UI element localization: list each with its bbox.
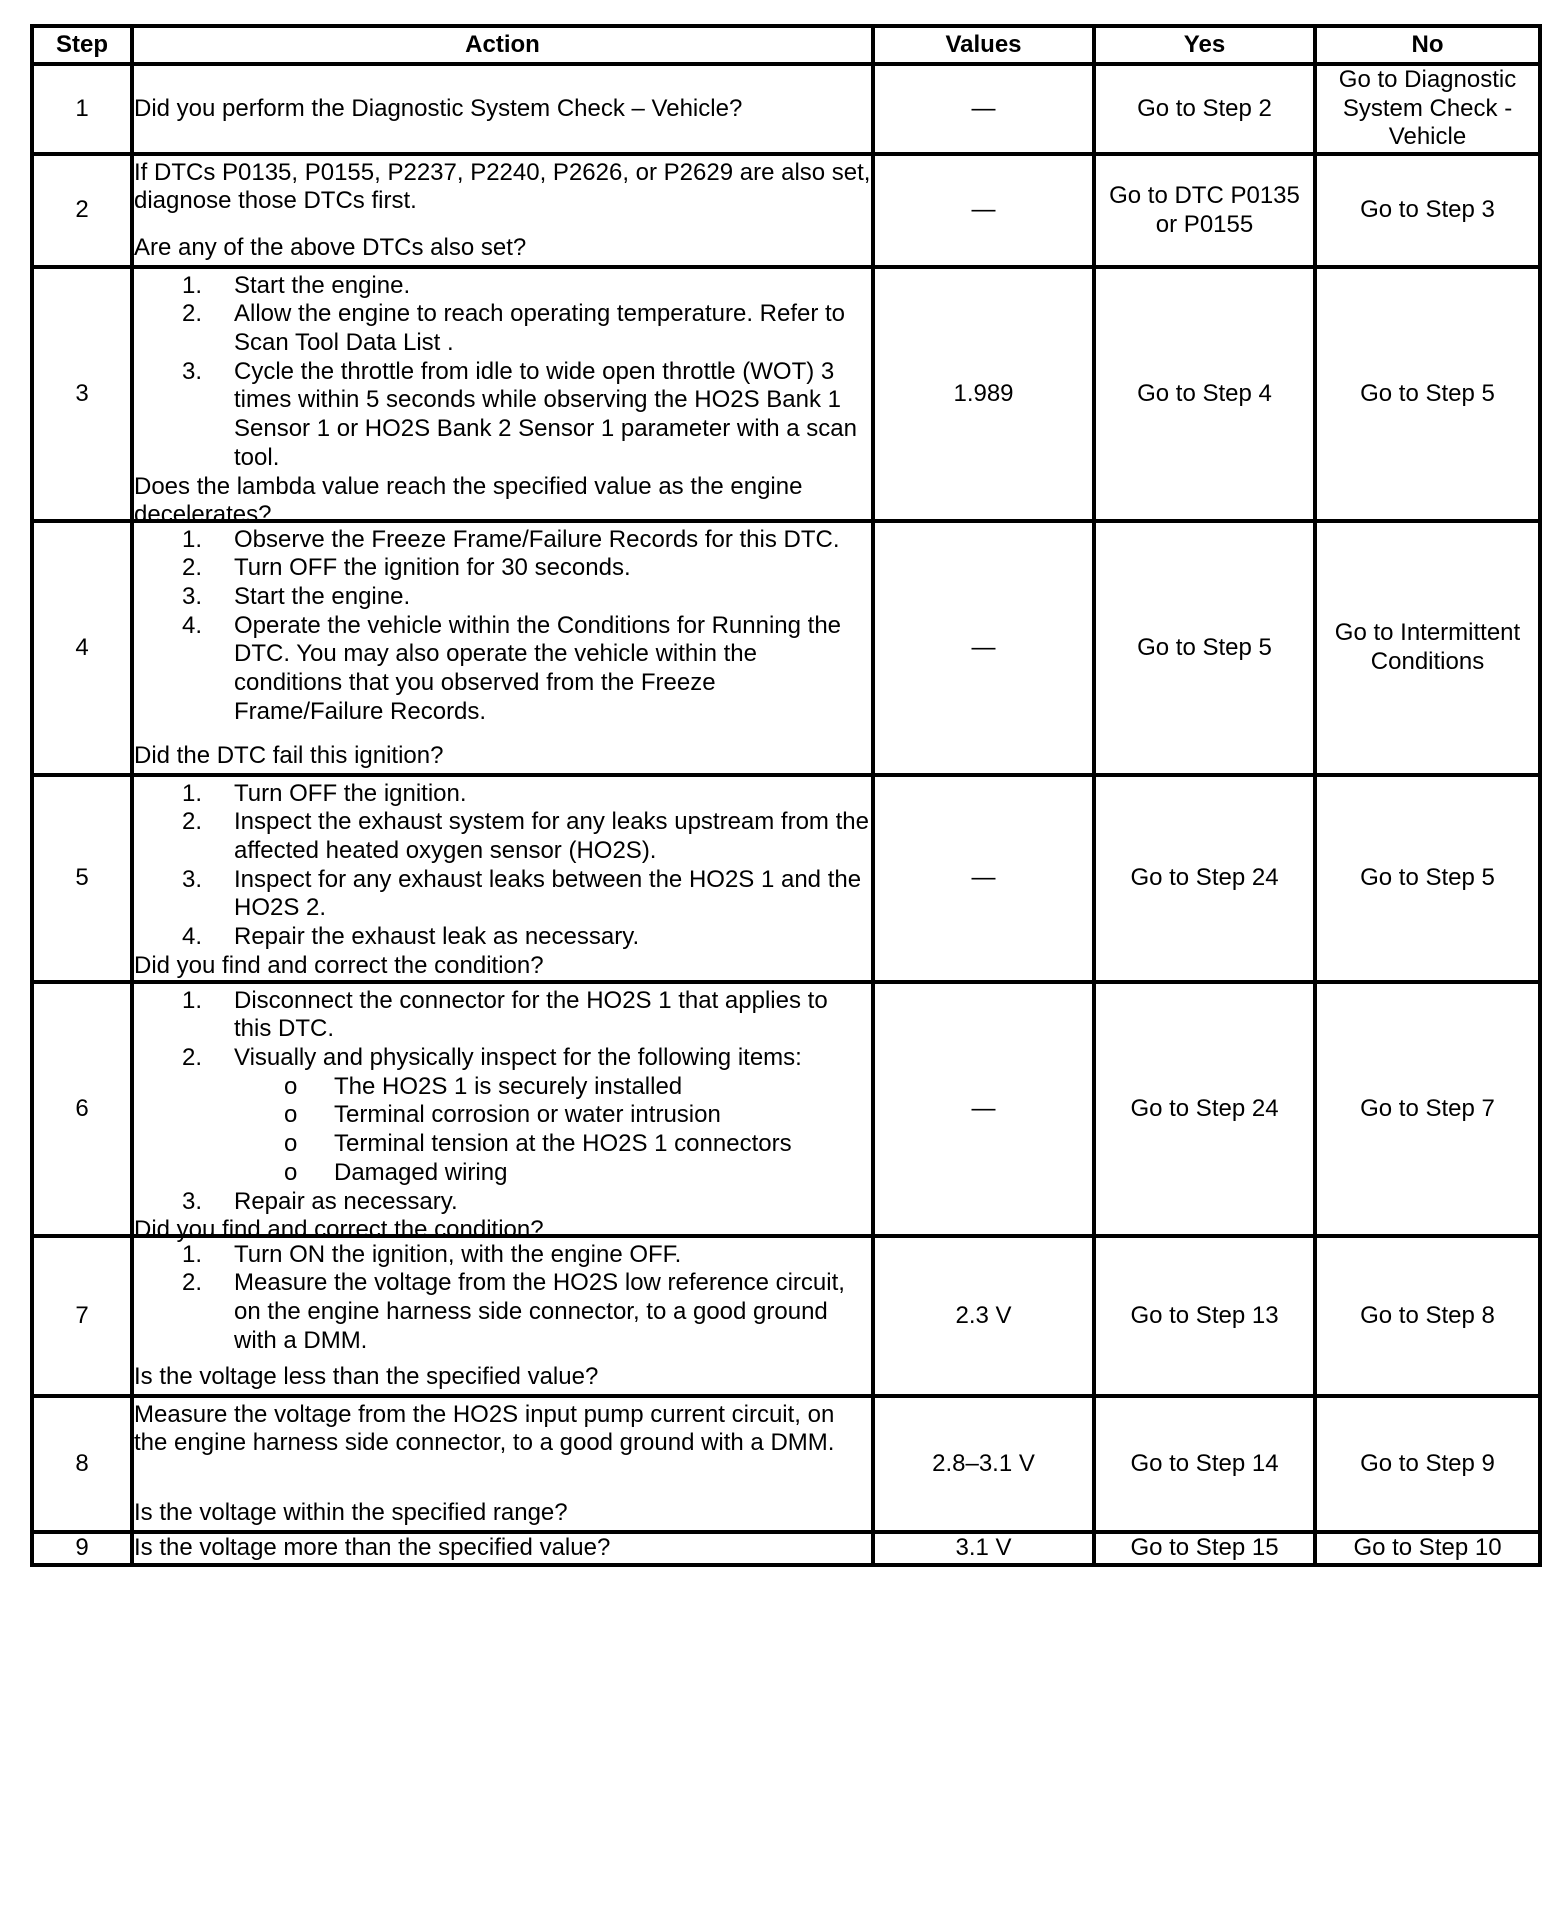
- yes-action: Go to Step 4: [1094, 267, 1315, 521]
- inspection-item-text: Damaged wiring: [334, 1158, 508, 1186]
- procedure-step: [134, 300, 871, 357]
- action-content: [134, 159, 871, 263]
- procedure-step: [134, 808, 871, 865]
- header-action: Action: [132, 26, 873, 64]
- procedure-step-number: 4.: [182, 611, 203, 639]
- step-number: 4: [32, 521, 132, 775]
- procedure-step-number: 3.: [182, 357, 203, 385]
- procedure-step: [134, 866, 871, 923]
- spec-value: —: [873, 154, 1094, 267]
- action-cell: [132, 1532, 873, 1565]
- procedure-step: [134, 272, 871, 301]
- procedure-step-number: 2.: [182, 808, 203, 836]
- inspection-item-text: Terminal corrosion or water intrusion: [334, 1101, 721, 1129]
- action-top: [134, 159, 871, 216]
- action-cell: [132, 982, 873, 1244]
- header-values: Values: [873, 26, 1094, 64]
- action-question: Did you find and correct the condition?: [134, 1216, 544, 1244]
- step-number: 9: [32, 1532, 132, 1565]
- bullet-icon: o: [284, 1072, 298, 1100]
- procedure-step-text: Measure the voltage from the HO2S low reference circuit, on the engine harness side connector, to a good ground with a DMM.: [234, 1269, 845, 1354]
- inspection-item-text: Terminal tension at the HO2S 1 connectors: [334, 1130, 792, 1158]
- procedure-step-number: 1.: [182, 779, 203, 807]
- header-no: No: [1315, 26, 1540, 64]
- procedure-step-number: 2.: [182, 1269, 203, 1297]
- procedure-step-text: Visually and physically inspect for the following items:: [234, 1044, 802, 1072]
- spec-value: 1.989: [873, 267, 1094, 521]
- procedure-step: [134, 923, 871, 952]
- spec-value: —: [873, 775, 1094, 982]
- table-row: [32, 1396, 1540, 1532]
- procedure-list: [134, 526, 871, 727]
- procedure-step-number: 3.: [182, 1187, 203, 1215]
- action-content: [134, 780, 871, 978]
- procedure-list: [134, 1241, 871, 1356]
- action-intro: Did you perform the Diagnostic System Check – Vehicle?: [134, 94, 743, 122]
- action-top: [134, 272, 871, 473]
- action-cell: [132, 154, 873, 267]
- step-number: 8: [32, 1396, 132, 1532]
- procedure-step: [134, 1044, 871, 1188]
- procedure-list: [134, 780, 871, 952]
- inspection-item: [234, 1073, 871, 1102]
- procedure-step: [134, 612, 871, 727]
- table-body: [32, 64, 1540, 1565]
- procedure-step-number: 1.: [182, 1240, 203, 1268]
- procedure-step: [134, 1269, 871, 1355]
- action-top: [134, 95, 871, 124]
- table-row: [32, 154, 1540, 267]
- procedure-step-number: 1.: [182, 271, 203, 299]
- no-action: Go to Step 8: [1315, 1236, 1540, 1396]
- procedure-list: [134, 987, 871, 1217]
- procedure-step-text: Inspect the exhaust system for any leaks upstream from the affected heated oxygen sensor (HO2S).: [234, 808, 869, 865]
- action-cell: [132, 1236, 873, 1396]
- step-number: 5: [32, 775, 132, 982]
- step-number: 6: [32, 982, 132, 1236]
- action-question: Did you find and correct the condition?: [134, 951, 544, 979]
- action-content: [134, 1534, 871, 1562]
- yes-action: Go to Step 24: [1094, 982, 1315, 1236]
- procedure-step-number: 1.: [182, 986, 203, 1014]
- inspection-item: [234, 1130, 871, 1159]
- action-top: [134, 987, 871, 1217]
- action-content: [134, 1241, 871, 1392]
- procedure-step-number: 3.: [182, 865, 203, 893]
- action-cell: [132, 775, 873, 982]
- action-question: Is the voltage within the specified range?: [134, 1498, 568, 1526]
- procedure-step-text: Start the engine.: [234, 583, 411, 611]
- no-action: Go to Step 7: [1315, 982, 1540, 1236]
- action-intro: Is the voltage more than the specified value?: [134, 1534, 611, 1562]
- action-cell: [132, 267, 873, 529]
- action-top: [134, 1241, 871, 1356]
- procedure-list: [134, 272, 871, 473]
- yes-action: Go to DTC P0135 or P0155: [1094, 154, 1315, 267]
- yes-action: Go to Step 15: [1094, 1532, 1315, 1565]
- action-content: [134, 271, 871, 529]
- spec-value: 2.3 V: [873, 1236, 1094, 1396]
- procedure-step-text: Disconnect the connector for the HO2S 1 that applies to this DTC.: [234, 986, 828, 1043]
- inspection-item: [234, 1159, 871, 1188]
- action-cell: [132, 521, 873, 775]
- procedure-step-number: 4.: [182, 923, 203, 951]
- action-cell: [132, 64, 873, 154]
- bullet-icon: o: [284, 1158, 298, 1186]
- action-question: Are any of the above DTCs also set?: [134, 233, 527, 261]
- table-row: [32, 1236, 1540, 1396]
- bullet-icon: o: [284, 1130, 298, 1158]
- no-action: Go to Step 5: [1315, 267, 1540, 521]
- action-content: [134, 986, 871, 1244]
- yes-action: Go to Step 24: [1094, 775, 1315, 982]
- inspection-item: [234, 1101, 871, 1130]
- yes-action: Go to Step 14: [1094, 1396, 1315, 1532]
- action-top: [134, 1534, 871, 1563]
- procedure-step-text: Repair as necessary.: [234, 1187, 458, 1215]
- procedure-step: [134, 1188, 871, 1217]
- spec-value: —: [873, 64, 1094, 154]
- spec-value: —: [873, 982, 1094, 1236]
- procedure-step: [134, 554, 871, 583]
- action-top: [134, 526, 871, 727]
- step-number: 7: [32, 1236, 132, 1396]
- procedure-step-text: Turn ON the ignition, with the engine OFF.: [234, 1240, 682, 1268]
- action-cell: [132, 1396, 873, 1532]
- header-yes: Yes: [1094, 26, 1315, 64]
- step-number: 2: [32, 154, 132, 267]
- action-question: Does the lambda value reach the specified value as the engine decelerates?: [134, 472, 803, 529]
- no-action: Go to Intermittent Conditions: [1315, 521, 1540, 775]
- table-row: [32, 267, 1540, 521]
- bullet-icon: o: [284, 1101, 298, 1129]
- procedure-step-number: 2.: [182, 300, 203, 328]
- yes-action: Go to Step 2: [1094, 64, 1315, 154]
- no-action: Go to Diagnostic System Check - Vehicle: [1315, 64, 1540, 154]
- table-row: [32, 982, 1540, 1236]
- yes-action: Go to Step 13: [1094, 1236, 1315, 1396]
- procedure-step-text: Observe the Freeze Frame/Failure Records for this DTC.: [234, 525, 840, 553]
- procedure-step: [134, 987, 871, 1044]
- table-row: [32, 64, 1540, 154]
- diagnostic-table: [30, 24, 1542, 1567]
- action-intro: Measure the voltage from the HO2S input pump current circuit, on the engine harness side connector, to a good ground with a DMM.: [134, 1400, 835, 1457]
- procedure-step-text: Turn OFF the ignition.: [234, 779, 467, 807]
- header-row: [32, 26, 1540, 64]
- procedure-step-text: Turn OFF the ignition for 30 seconds.: [234, 554, 631, 582]
- spec-value: —: [873, 521, 1094, 775]
- action-question: Is the voltage less than the specified value?: [134, 1362, 599, 1390]
- action-content: [134, 1401, 871, 1528]
- procedure-step: [134, 780, 871, 809]
- action-top: [134, 780, 871, 952]
- table-row: [32, 775, 1540, 982]
- procedure-step: [134, 526, 871, 555]
- procedure-step: [134, 583, 871, 612]
- procedure-step-text: Start the engine.: [234, 271, 411, 299]
- procedure-step-text: Repair the exhaust leak as necessary.: [234, 923, 640, 951]
- spec-value: 3.1 V: [873, 1532, 1094, 1565]
- procedure-step: [134, 1241, 871, 1270]
- inspection-item-text: The HO2S 1 is securely installed: [334, 1072, 683, 1100]
- procedure-step-text: Allow the engine to reach operating temperature. Refer to Scan Tool Data List .: [234, 300, 846, 357]
- procedure-step: [134, 358, 871, 473]
- procedure-step-number: 3.: [182, 583, 203, 611]
- procedure-step-text: Cycle the throttle from idle to wide open throttle (WOT) 3 times within 5 seconds while observing the HO2S Bank 1 Sensor 1 or HO2S Bank 2 Sensor 1 parameter with a scan tool.: [234, 357, 857, 471]
- inspection-list: [234, 1073, 871, 1188]
- no-action: Go to Step 3: [1315, 154, 1540, 267]
- no-action: Go to Step 10: [1315, 1532, 1540, 1565]
- procedure-step-text: Operate the vehicle within the Conditions for Running the DTC. You may also operate the vehicle within the conditions that you observed from the Freeze Frame/Failure Records.: [234, 611, 842, 725]
- action-content: [134, 526, 871, 771]
- header-step: Step: [32, 26, 132, 64]
- table-row: [32, 1532, 1540, 1565]
- step-number: 1: [32, 64, 132, 154]
- action-question: Did the DTC fail this ignition?: [134, 741, 444, 769]
- procedure-step-text: Inspect for any exhaust leaks between the HO2S 1 and the HO2S 2.: [234, 865, 862, 922]
- action-content: [134, 74, 871, 145]
- action-intro: If DTCs P0135, P0155, P2237, P2240, P2626, or P2629 are also set, diagnose those DTCs first.: [134, 158, 871, 215]
- step-number: 3: [32, 267, 132, 521]
- no-action: Go to Step 5: [1315, 775, 1540, 982]
- yes-action: Go to Step 5: [1094, 521, 1315, 775]
- procedure-step-number: 1.: [182, 525, 203, 553]
- action-top: [134, 1401, 871, 1458]
- procedure-step-number: 2.: [182, 1044, 203, 1072]
- no-action: Go to Step 9: [1315, 1396, 1540, 1532]
- spec-value: 2.8–3.1 V: [873, 1396, 1094, 1532]
- table-row: [32, 521, 1540, 775]
- procedure-step-number: 2.: [182, 554, 203, 582]
